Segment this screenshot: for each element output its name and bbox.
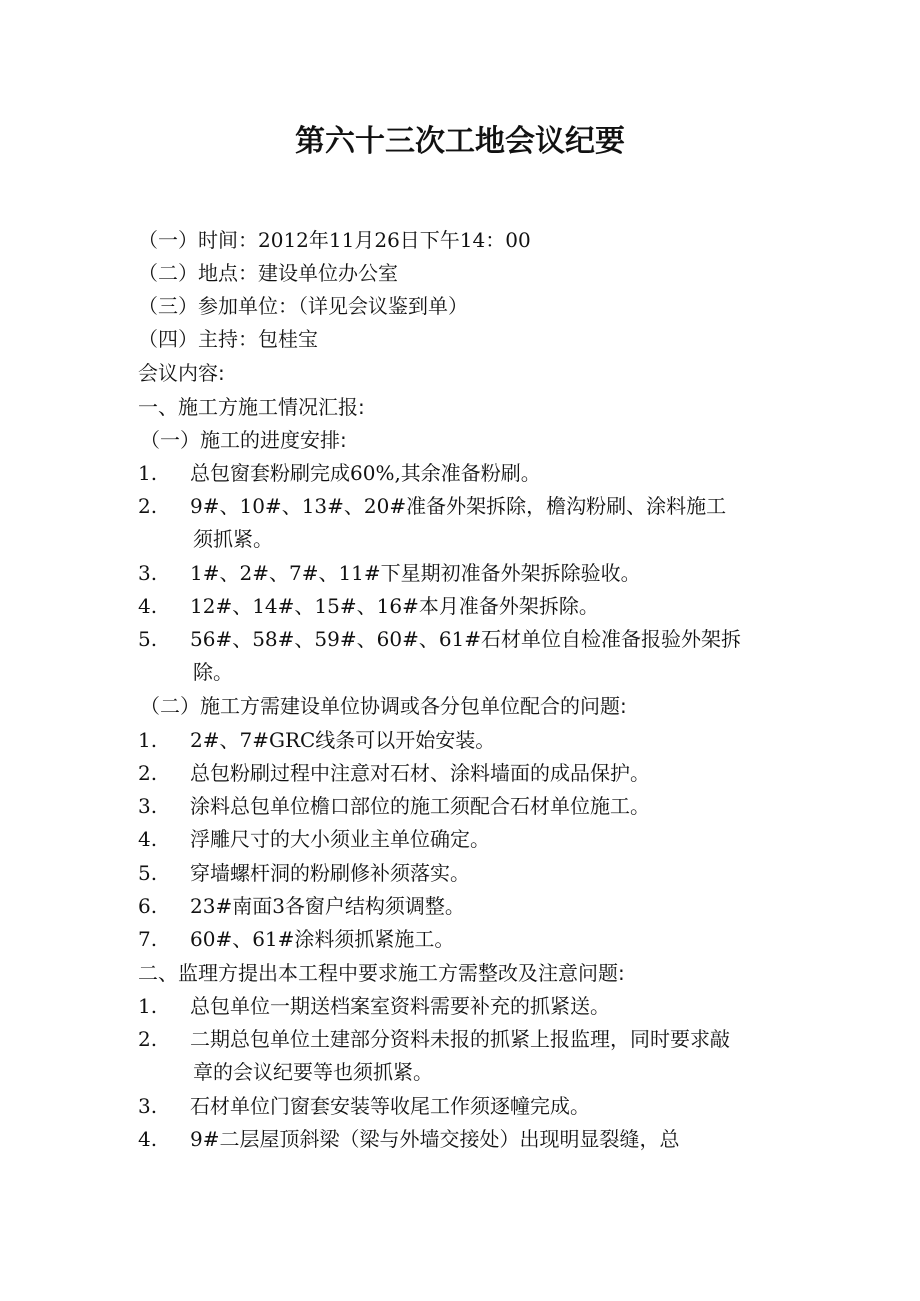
- list-item: 3. 1#、2#、7#、11#下星期初准备外架拆除验收。: [138, 561, 641, 585]
- list-item: 2. 二期总包单位土建部分资料未报的抓紧上报监理，同时要求敲: [138, 1027, 730, 1051]
- meeting-place: （二）地点：建设单位办公室: [138, 261, 398, 285]
- list-item: 5. 穿墙螺杆洞的粉刷修补须落实。: [138, 861, 470, 885]
- list-item: 5. 56#、58#、59#、60#、61#石材单位自检准备报验外架拆: [138, 627, 742, 651]
- list-item: 3. 涂料总包单位檐口部位的施工须配合石材单位施工。: [138, 794, 650, 818]
- section-2-heading: 二、监理方提出本工程中要求施工方需整改及注意问题:: [138, 961, 625, 985]
- list-item-continuation: 章的会议纪要等也须抓紧。: [193, 1060, 433, 1084]
- list-item: 7. 60#、61#涂料须抓紧施工。: [138, 927, 455, 951]
- subsection-1-heading: （一）施工的进度安排:: [140, 428, 347, 452]
- list-item-continuation: 须抓紧。: [193, 527, 273, 551]
- participating-units: （三）参加单位：（详见会议鉴到单）: [138, 294, 468, 318]
- meeting-host: （四）主持：包桂宝: [138, 327, 318, 351]
- meeting-time: （一）时间：2012年11月26日下午14：00: [138, 228, 531, 252]
- list-item: 1. 2#、7#GRC线条可以开始安装。: [138, 728, 496, 752]
- section-1-heading: 一、施工方施工情况汇报:: [138, 395, 365, 419]
- list-item-continuation: 除。: [193, 660, 233, 684]
- content-heading: 会议内容:: [138, 361, 225, 385]
- list-item: 4. 浮雕尺寸的大小须业主单位确定。: [138, 827, 490, 851]
- list-item: 1. 总包窗套粉刷完成60%,其余准备粉刷。: [138, 461, 541, 485]
- page-title: 第六十三次工地会议纪要: [295, 124, 625, 159]
- list-item: 1. 总包单位一期送档案室资料需要补充的抓紧送。: [138, 994, 610, 1018]
- list-item: 2. 总包粉刷过程中注意对石材、涂料墙面的成品保护。: [138, 761, 650, 785]
- list-item: 2. 9#、10#、13#、20#准备外架拆除，檐沟粉刷、涂料施工: [138, 494, 727, 518]
- list-item: 4. 9#二层屋顶斜梁（梁与外墙交接处）出现明显裂缝，总: [138, 1127, 680, 1151]
- list-item: 3. 石材单位门窗套安装等收尾工作须逐幢完成。: [138, 1094, 590, 1118]
- list-item: 6. 23#南面3各窗户结构须调整。: [138, 894, 465, 918]
- subsection-2-heading: （二）施工方需建设单位协调或各分包单位配合的问题:: [140, 694, 627, 718]
- list-item: 4. 12#、14#、15#、16#本月准备外架拆除。: [138, 594, 599, 618]
